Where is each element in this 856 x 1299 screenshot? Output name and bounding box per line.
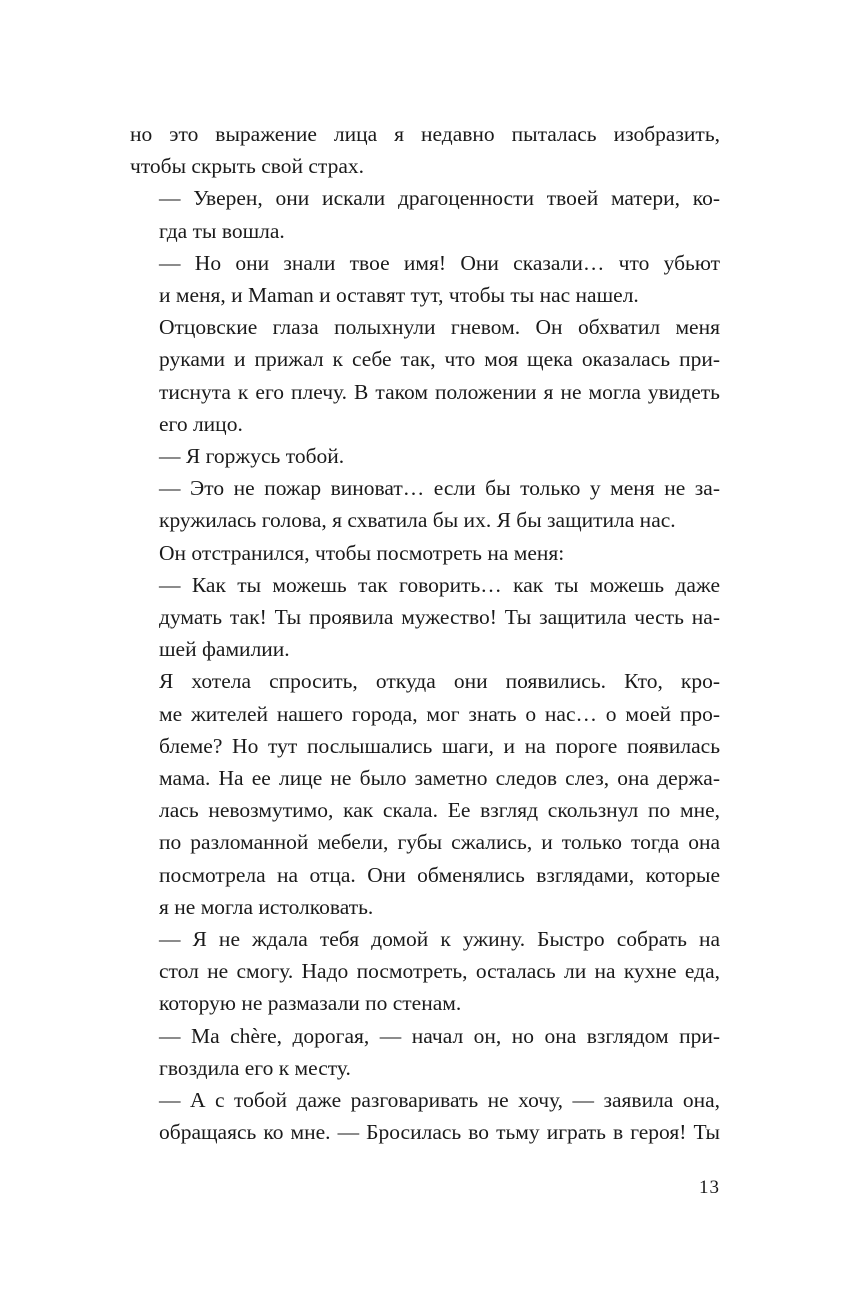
paragraph [130,923,720,1020]
paragraph [130,182,720,246]
text-line: я не могла истолковать. [159,894,374,919]
page-number: 13 [699,1177,720,1198]
paragraph [130,118,720,182]
text-line: руками и прижал к себе так, что моя щека оказалась при- [159,347,720,372]
text-line: — Как ты можешь так говорить… как ты можешь даже [159,572,720,597]
paragraph [130,1084,720,1148]
text-line: — Уверен, они искали драгоценности твоей матери, ко- [159,186,720,211]
paragraph [130,247,720,311]
paragraph [130,537,720,569]
text-line: которую не размазали по стенам. [159,991,462,1016]
text-line: гвоздила его к месту. [159,1055,351,1080]
paragraph [130,1020,720,1084]
text-line: по разломанной мебели, губы сжались, и только тогда она [159,830,720,855]
text-line: думать так! Ты проявила мужество! Ты защитила честь на- [159,605,720,630]
text-line: — Я горжусь тобой. [159,444,345,469]
text-line: Отцовские глаза полыхнули гневом. Он обхватил меня [159,315,720,340]
text-line: ме жителей нашего города, мог знать о нас… о моей про- [159,701,720,726]
paragraph [130,569,720,666]
text-line: — Ma chère, дорогая, — начал он, но она взглядом при- [159,1023,720,1048]
text-line: кружилась голова, я схватила бы их. Я бы защитила нас. [159,508,676,533]
text-line: стол не смогу. Надо посмотреть, осталась ли на кухне еда, [159,959,720,984]
text-line: — Но они знали твое имя! Они сказали… что убьют [159,250,720,275]
paragraph [130,311,720,440]
paragraph [130,665,720,923]
paragraph [130,440,720,472]
text-line: его лицо. [159,411,243,436]
body-text [130,118,720,1149]
text-line: тиснута к его плечу. В таком положении я не могла увидеть [159,379,720,404]
text-line: обращаясь ко мне. — Бросилась во тьму играть в героя! Ты [159,1120,720,1145]
text-line: чтобы скрыть свой страх. [130,154,364,179]
paragraph [130,472,720,536]
text-line: и меня, и Maman и оставят тут, чтобы ты нас нашел. [159,283,639,308]
text-line: Он отстранился, чтобы посмотреть на меня: [159,540,565,565]
text-line: но это выражение лица я недавно пыталась изобразить, [130,122,720,146]
text-line: — Это не пожар виноват… если бы только у меня не за- [159,476,720,501]
text-line: посмотрела на отца. Они обменялись взглядами, которые [159,862,720,887]
text-line: мама. На ее лице не было заметно следов слез, она держа- [159,766,720,791]
text-line: шей фамилии. [159,637,290,662]
text-line: блеме? Но тут послышались шаги, и на пороге появилась [159,733,720,758]
text-line: — Я не ждала тебя домой к ужину. Быстро собрать на [159,927,720,952]
text-line: — А с тобой даже разговаривать не хочу, — заявила она, [159,1088,720,1113]
text-line: лась невозмутимо, как скала. Ее взгляд скользнул по мне, [159,798,720,823]
text-line: гда ты вошла. [159,218,285,243]
text-line: Я хотела спросить, откуда они появились. Кто, кро- [159,669,720,694]
